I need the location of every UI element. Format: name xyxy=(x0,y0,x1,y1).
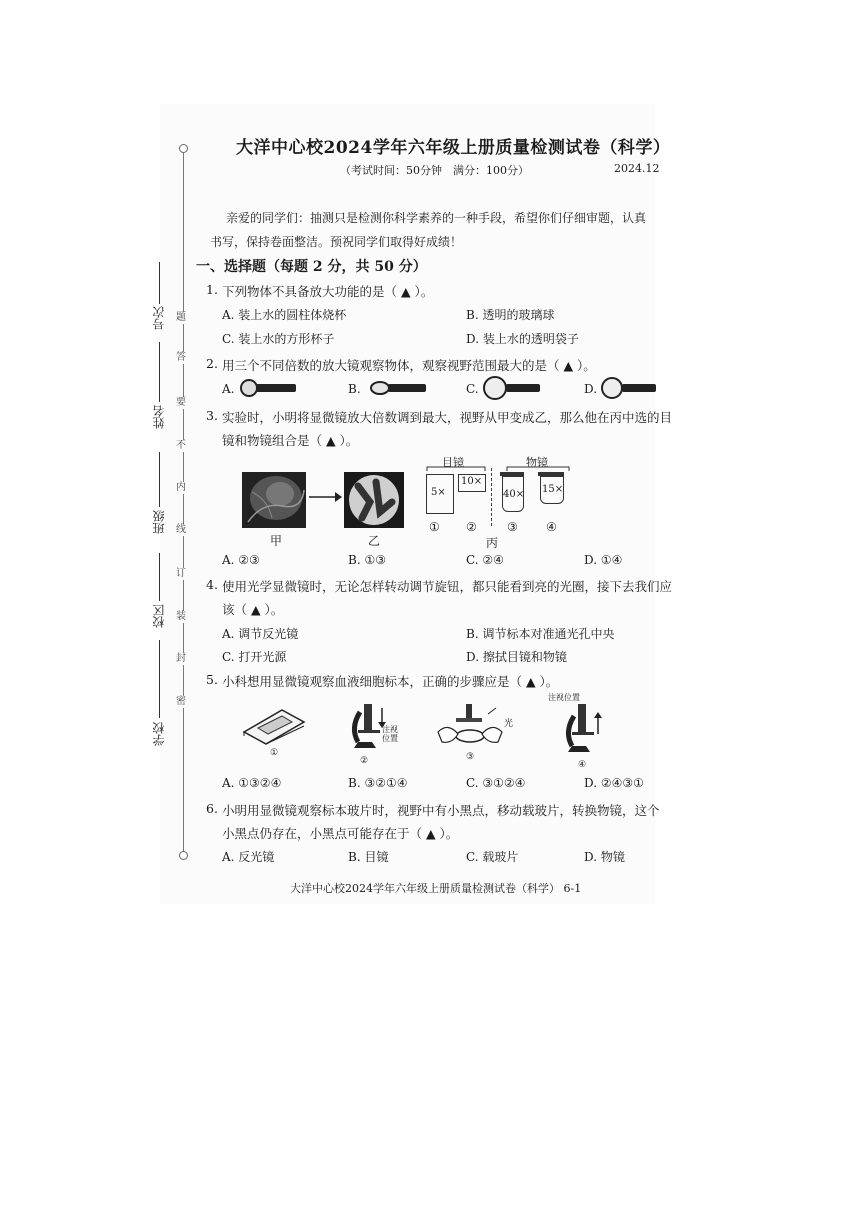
view-yi-image xyxy=(344,472,404,528)
label-name: 姓名 xyxy=(152,405,166,429)
binding-char: 装 xyxy=(176,611,186,622)
q3-option-a[interactable]: A. ②③ xyxy=(222,553,260,567)
step1-num: ① xyxy=(270,748,279,758)
q2-option-a[interactable]: A. xyxy=(222,382,235,396)
q6-option-b[interactable]: B. 目镜 xyxy=(348,850,389,864)
eyepiece-2-label: 10× xyxy=(461,476,483,487)
q6-text-line1: 小明用显微镜观察标本玻片时，视野中有小黑点，移动载玻片，转换物镜，这个 xyxy=(222,803,660,818)
binding-char: 答 xyxy=(176,352,186,363)
step3-light-label: 光 xyxy=(504,719,514,729)
q3-option-b[interactable]: B. ①③ xyxy=(348,553,386,567)
eyepiece-1-label: 5× xyxy=(431,487,446,498)
binding-hole-bottom xyxy=(179,851,188,860)
label-campus: 校区 xyxy=(152,604,166,628)
lens-num-4: ④ xyxy=(546,520,557,534)
binding-char: 线 xyxy=(176,524,186,535)
step4-microscope-image xyxy=(562,704,606,758)
q5-text: 小科想用显微镜观察血液细胞标本，正确的步骤应是（ ▲ ）。 xyxy=(222,674,559,689)
label-school: 学校 xyxy=(152,722,166,746)
q1-option-a[interactable]: A. 装上水的圆柱体烧杯 xyxy=(222,308,347,322)
q6-number: 6. xyxy=(206,801,218,816)
binding-hole-top xyxy=(179,144,188,153)
q5-option-c[interactable]: C. ③①②④ xyxy=(466,776,526,790)
label-yi: 乙 xyxy=(368,534,381,548)
q6-option-d[interactable]: D. 物镜 xyxy=(584,850,625,864)
magnifier-b-icon xyxy=(368,378,428,398)
divider-line xyxy=(491,468,492,526)
step2-num: ② xyxy=(360,756,369,766)
step1-slide-image xyxy=(238,702,308,746)
q6-option-a[interactable]: A. 反光镜 xyxy=(222,850,275,864)
eyepiece-bracket xyxy=(426,466,486,472)
lens-num-2: ② xyxy=(466,520,477,534)
exam-date: 2024.12 xyxy=(614,162,660,175)
step4-note: 注视位置 xyxy=(548,693,580,702)
q1-option-c[interactable]: C. 装上水的方形杯子 xyxy=(222,332,335,346)
binding-char: 题 xyxy=(176,312,186,323)
blank-school[interactable] xyxy=(159,640,160,718)
binding-line xyxy=(183,146,184,856)
binding-char: 要 xyxy=(176,397,186,408)
binding-char: 内 xyxy=(176,482,186,493)
q6-option-c[interactable]: C. 载玻片 xyxy=(466,850,519,864)
q4-option-c[interactable]: C. 打开光源 xyxy=(222,650,287,664)
step3-hands-image xyxy=(436,704,506,752)
q3-text-line1: 实验时，小明将显微镜放大倍数调到最大，视野从甲变成乙，那么他在丙中选的目 xyxy=(222,410,673,425)
label-objective: 物镜 xyxy=(526,456,548,469)
q1-number: 1. xyxy=(206,282,218,297)
q2-text: 用三个不同倍数的放大镜观察物体，观察视野范围最大的是（ ▲ ）。 xyxy=(222,358,596,373)
intro-text: 亲爱的同学们：抽测只是检测你科学素养的一种手段，希望你们仔细审题，认真书写，保持卷面整洁。预祝同学们取得好成绩！ xyxy=(210,211,647,249)
view-jia-image xyxy=(242,472,306,528)
lens-num-3: ③ xyxy=(507,520,518,534)
label-jia: 甲 xyxy=(270,534,283,548)
magnifier-a-icon xyxy=(238,378,298,398)
objective-4-label: 15× xyxy=(542,484,564,495)
exam-info: （考试时间：50分钟 满分：100分） xyxy=(340,164,529,177)
step2-microscope-image xyxy=(346,702,386,754)
q4-option-a[interactable]: A. 调节反光镜 xyxy=(222,627,299,641)
q6-text-line2: 小黑点仍存在，小黑点可能存在于（ ▲ ）。 xyxy=(222,826,459,841)
q2-number: 2. xyxy=(206,356,218,371)
binding-char: 不 xyxy=(176,440,186,451)
label-number: 号次 xyxy=(152,306,166,330)
lens-num-1: ① xyxy=(429,520,440,534)
objective-3-label: 40× xyxy=(503,489,525,500)
binding-char: 密 xyxy=(176,696,186,707)
q5-option-d[interactable]: D. ②④③① xyxy=(584,776,644,790)
blank-number[interactable] xyxy=(159,262,160,304)
q2-option-d[interactable]: D. xyxy=(584,382,598,396)
binding-char: 封 xyxy=(176,653,186,664)
exam-title: 大洋中心校2024学年六年级上册质量检测试卷（科学） xyxy=(236,138,671,158)
magnifier-c-icon xyxy=(482,376,542,400)
q3-option-c[interactable]: C. ②④ xyxy=(466,553,504,567)
label-eyepiece: 目镜 xyxy=(442,456,464,469)
arrow-icon xyxy=(307,490,343,504)
label-bing: 丙 xyxy=(486,536,499,550)
q3-option-d[interactable]: D. ①④ xyxy=(584,553,623,567)
q4-text-line2: 该（ ▲ ）。 xyxy=(222,602,284,617)
q2-option-c[interactable]: C. xyxy=(466,382,479,396)
section-heading: 一、选择题（每题 2 分，共 50 分） xyxy=(196,259,427,275)
label-class: 班级 xyxy=(152,510,166,534)
q2-option-b[interactable]: B. xyxy=(348,382,361,396)
page-footer: 大洋中心校2024学年六年级上册质量检测试卷（科学） 6-1 xyxy=(290,882,582,895)
q5-number: 5. xyxy=(206,672,218,687)
q4-option-d[interactable]: D. 擦拭目镜和物镜 xyxy=(466,650,567,664)
q3-text-line2: 镜和物镜组合是（ ▲ ）。 xyxy=(222,433,359,448)
blank-class[interactable] xyxy=(159,452,160,507)
q1-option-d[interactable]: D. 装上水的透明袋子 xyxy=(466,332,579,346)
blank-name[interactable] xyxy=(159,342,160,402)
step2-note: 注视位置 xyxy=(382,725,398,743)
q1-option-b[interactable]: B. 透明的玻璃球 xyxy=(466,308,555,322)
q4-text-line1: 使用光学显微镜时，无论怎样转动调节旋钮，都只能看到亮的光圈，接下去我们应 xyxy=(222,579,673,594)
q3-number: 3. xyxy=(206,408,218,423)
q4-number: 4. xyxy=(206,577,218,592)
step3-num: ③ xyxy=(466,752,475,762)
q4-option-b[interactable]: B. 调节标本对准通光孔中央 xyxy=(466,627,615,641)
q5-option-a[interactable]: A. ①③②④ xyxy=(222,776,282,790)
q1-text: 下列物体不具备放大功能的是（ ▲ ）。 xyxy=(222,284,434,299)
q5-option-b[interactable]: B. ③②①④ xyxy=(348,776,408,790)
blank-campus[interactable] xyxy=(159,553,160,601)
binding-char: 订 xyxy=(176,568,186,579)
magnifier-d-icon xyxy=(600,376,658,400)
step4-num: ④ xyxy=(578,760,587,770)
